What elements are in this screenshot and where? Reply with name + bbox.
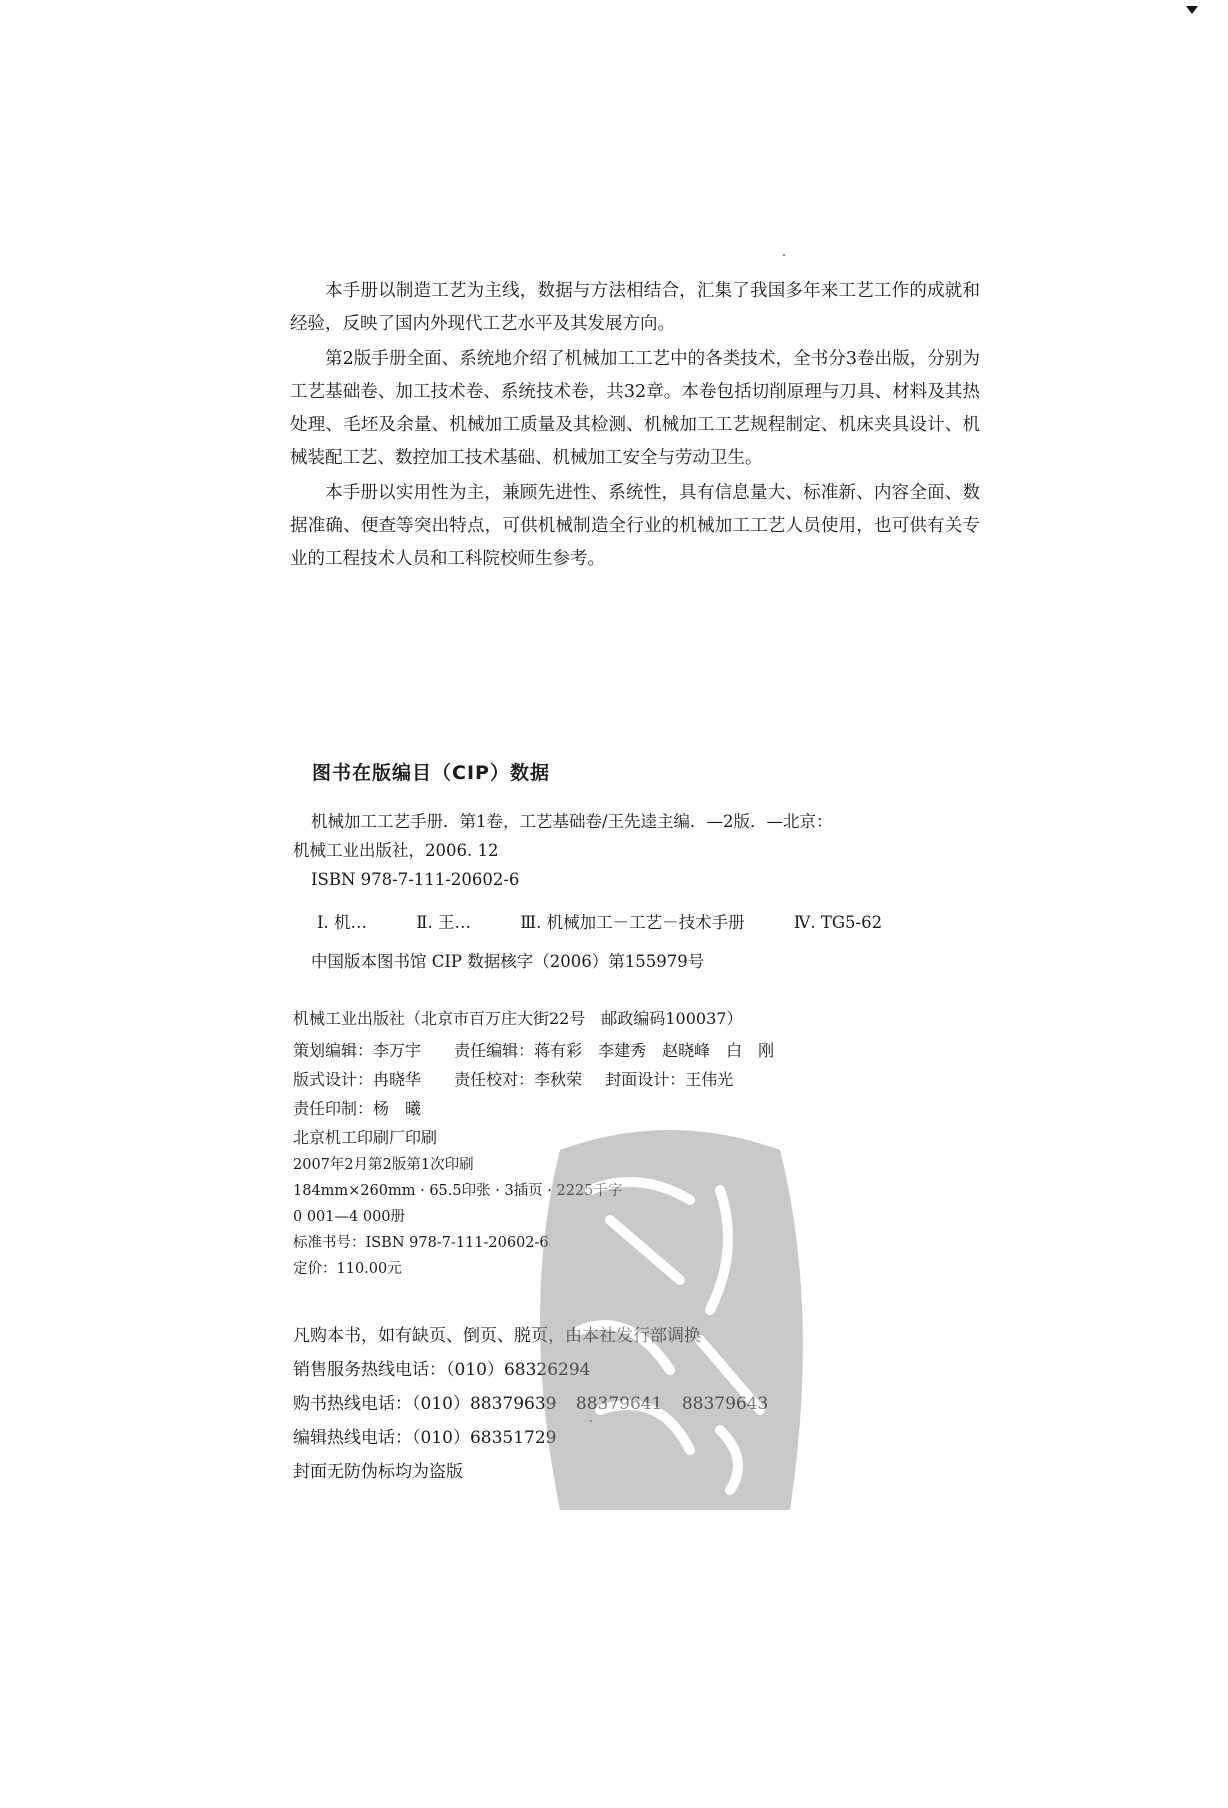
abstract-paragraph: 本手册以制造工艺为主线，数据与方法相结合，汇集了我国多年来工艺工作的成就和经验，反映了国内外现代工艺水平及其发展方向。 [290,281,980,334]
abstract-paragraph: 第2版手册全面、系统地介绍了机械加工工艺中的各类技术，全书分3卷出版，分别为工艺基础卷、加工技术卷、系统技术卷，共32章。本卷包括切削原理与刀具、材料及其热处理、毛坯及余量、机械加工质量及其检测、机械加工工艺规程制定、机床夹具设计、机械装配工艺、数控加工技术基础、机械加工安全与劳动卫生。 [290,349,980,468]
format-info: 184mm×260mm · 65.5印张 · 3插页 · 2225千字 [293,1183,623,1199]
cip-heading: 图书在版编目（CIP）数据 [312,762,550,784]
cip-classification [293,908,983,937]
layout-designer: 版式设计：冉晓华 [293,1070,422,1089]
anti-counterfeit-notice: 封面无防伪标均为盗版 [293,1462,463,1482]
standard-book-number: 标准书号：ISBN 978-7-111-20602-6 [293,1235,549,1251]
cip-class-item: Ⅰ. 机… [317,913,368,932]
cip-class-item: Ⅲ. 机械加工－工艺－技术手册 [520,913,745,932]
cip-class-item: Ⅱ. 王… [416,913,471,932]
scan-speck [783,254,785,256]
cip-verify-number: 中国版本图书馆 CIP 数据核字（2006）第155979号 [311,952,705,971]
edition-info: 2007年2月第2版第1次印刷 [293,1157,474,1173]
cip-class-item: Ⅳ. TG5-62 [793,913,883,932]
purchase-hotline-2: 88379641 [575,1394,663,1414]
purchase-hotline-3: 88379643 [681,1394,769,1414]
book-abstract [290,275,980,578]
editorial-hotline: 编辑热线电话：（010）68351729 [293,1428,557,1448]
cip-record [293,807,983,976]
print-run: 0 001—4 000册 [293,1209,406,1225]
purchase-hotline-1: 购书热线电话：（010）88379639 [293,1394,557,1414]
price: 定价：110.00元 [293,1261,402,1277]
notice-block [293,1319,993,1489]
printer: 北京机工印刷厂印刷 [293,1128,438,1147]
cip-entry-line: 机械加工工艺手册．第1卷，工艺基础卷/王先逵主编．—2版．—北京： [311,812,833,831]
abstract-paragraph: 本手册以实用性为主，兼顾先进性、系统性，具有信息量大、标准新、内容全面、数据准确、便查等突出特点，可供机械制造全行业的机械加工工艺人员使用，也可供有关专业的工程技术人员和工科院校师生参考。 [290,483,980,569]
responsible-editors: 责任编辑：蒋有彩 李建秀 赵晓峰 白 刚 [454,1041,775,1060]
cip-entry-line: 机械工业出版社，2006. 12 [293,841,499,860]
cover-designer: 封面设计：王伟光 [605,1070,734,1089]
cip-isbn: ISBN 978-7-111-20602-6 [311,870,520,889]
editors-row [293,1036,993,1065]
design-row [293,1065,993,1094]
proofreader: 责任校对：李秋荣 [454,1070,583,1089]
sales-hotline: 销售服务热线电话：（010）68326294 [293,1360,591,1380]
purchase-hotline [293,1387,993,1421]
publisher-address: 机械工业出版社（北京市百万庄大街22号 邮政编码100037） [293,1009,743,1028]
print-supervisor: 责任印制：杨 曦 [293,1099,422,1118]
imprint-block [293,1002,993,1282]
planning-editor: 策划编辑：李万宇 [293,1041,422,1060]
corner-mark [1186,6,1198,14]
exchange-notice: 凡购本书，如有缺页、倒页、脱页，由本社发行部调换 [293,1326,701,1346]
